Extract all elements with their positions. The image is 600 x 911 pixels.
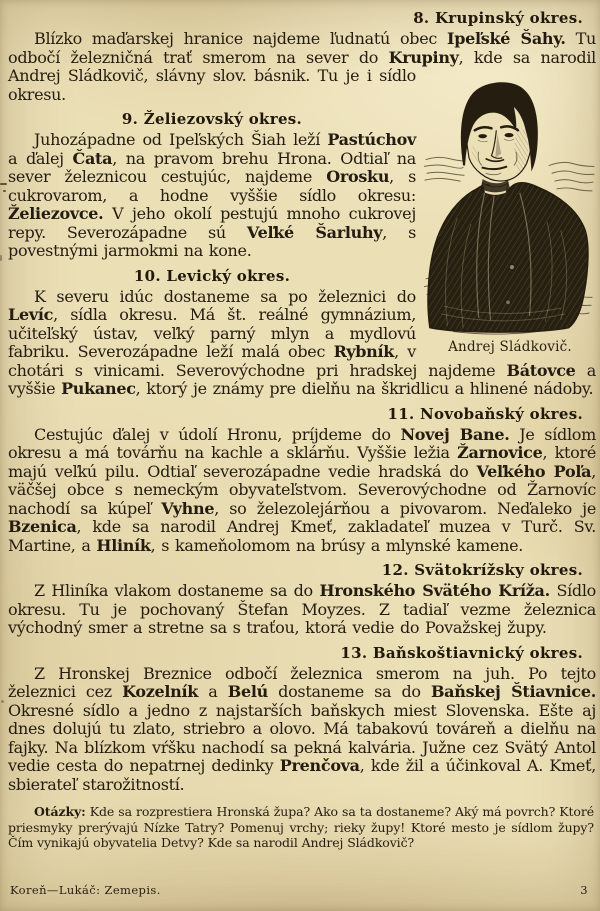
bold-place-name: Krupiny bbox=[388, 47, 459, 67]
paper-speck bbox=[1, 700, 4, 703]
text-run: a ďalej bbox=[8, 148, 73, 168]
bold-place-name: Veľkého Poľa bbox=[476, 461, 592, 481]
bold-place-name: Čata bbox=[72, 148, 113, 168]
bold-place-name: Otázky: bbox=[34, 804, 86, 819]
bold-place-name: Rybník bbox=[333, 342, 395, 361]
text-run: Sídlo okresu. Tu je pochovaný Štefan Moyzes. Z tadiaľ vezme železnica východný smer a stretne sa s traťou, ktorá vedie do Považskej župy. bbox=[8, 581, 597, 637]
portrait-engraving-andrej-sladkovic bbox=[424, 75, 596, 338]
portrait-caption: Andrej Sládkovič. bbox=[448, 339, 572, 355]
text-run: , v chotári s vinicami. Severovýchodne pri hradskej najdeme bbox=[8, 342, 507, 380]
section-heading: 13. Baňskoštiavnický okres. bbox=[340, 643, 583, 662]
bold-place-name: Orosku bbox=[326, 167, 390, 186]
bold-place-name: Hliník bbox=[96, 535, 151, 555]
text-run: a bbox=[198, 682, 228, 701]
text-run: a vyššie bbox=[8, 360, 597, 398]
bold-place-name: Pastúchov bbox=[327, 130, 416, 149]
page-number: 3 bbox=[580, 883, 588, 897]
bold-place-name: Prenčova bbox=[279, 756, 360, 775]
bold-place-name: Ipeľské Šahy. bbox=[447, 29, 566, 48]
paper-speck bbox=[0, 183, 7, 185]
text-run: , väčšej obce s nemeckým obyvateľstvom. Severovýchodne od Žarnovíc nachodí sa kúpeľ bbox=[8, 461, 596, 518]
page-footer bbox=[10, 883, 588, 897]
text-run: Juhozápadne od Ipeľských Šiah leží bbox=[34, 130, 328, 149]
bold-place-name: Bátovce bbox=[506, 360, 576, 380]
text-run: , kde sa narodil Andrej Sládkovič, slávny slov. básnik. Tu je i sídlo okresu. bbox=[8, 47, 596, 104]
bold-place-name: Žarnovice bbox=[457, 443, 543, 462]
section-paragraph bbox=[8, 665, 596, 795]
section-heading: 9. Želiezovský okres. bbox=[121, 110, 303, 128]
text-run: Tu odbočí železničná trať smerom na sever do bbox=[8, 29, 596, 67]
footer-credit: Koreň—Lukáč: Zemepis. bbox=[10, 883, 161, 897]
section-heading: 10. Levický okres. bbox=[133, 266, 291, 285]
text-run: Z Hliníka vlakom dostaneme sa do bbox=[34, 581, 320, 600]
bold-place-name: Želiezovce. bbox=[8, 204, 104, 223]
section-paragraph bbox=[8, 426, 596, 556]
text-run: Z Hronskej Breznice odbočí železnica smerom na juh. Po tejto železnici cez bbox=[8, 663, 596, 701]
bold-place-name: Levíc bbox=[8, 305, 54, 324]
bold-place-name: Belú bbox=[227, 682, 268, 701]
bold-place-name: Veľké Šarluhy bbox=[246, 222, 383, 242]
bold-place-name: Vyhne bbox=[161, 498, 215, 518]
text-run: , kde sa narodil Andrej Kmeť, zakladateľ muzea v Turč. Sv. Martine, a bbox=[8, 517, 596, 555]
bold-place-name: Hronského Svätého Kríža. bbox=[319, 581, 550, 600]
text-run: Blízko maďarskej hranice najdeme ľudnatú obec bbox=[34, 29, 448, 48]
section-paragraph bbox=[8, 582, 596, 638]
paper-speck bbox=[0, 255, 2, 261]
text-run: , ktoré majú veľkú pilu. Odtiaľ severozápadne vedie hradská do bbox=[8, 443, 596, 481]
bold-place-name: Baňskej Štiavnice. bbox=[430, 682, 597, 701]
paper-speck bbox=[3, 190, 6, 192]
bold-place-name: Kozelník bbox=[122, 682, 199, 701]
section-heading: 8. Krupinský okres. bbox=[413, 9, 583, 27]
text-run: , s kameňolomom na brúsy a mlynské kamene. bbox=[150, 535, 524, 555]
section-heading: 12. Svätokrížsky okres. bbox=[381, 561, 583, 579]
bold-place-name: Bzenica bbox=[8, 517, 77, 536]
text-run: , s cukrovarom, a hodne vyššie sídlo okresu: bbox=[8, 167, 416, 205]
text-run: , kde žil a účinkoval A. Kmeť, sbierateľ starožitností. bbox=[8, 756, 596, 794]
text-run: , sídla okresu. Má št. reálné gymnázium, učiteľský ústav, veľký parný mlyn a mydlovú fabriku. Severozápadne leží malá obec bbox=[8, 305, 416, 361]
portrait-figure bbox=[424, 75, 596, 356]
text-run: dostaneme sa do bbox=[267, 682, 431, 701]
text-run: , s povestnými jarmokmi na kone. bbox=[8, 222, 417, 260]
text-run: , ktorý je známy pre dielňu na škridlicu a hlinené nádoby. bbox=[135, 379, 594, 398]
section-heading: 11. Novobaňský okres. bbox=[387, 404, 583, 423]
bold-place-name: Novej Bane. bbox=[400, 424, 510, 444]
text-run: Je sídlom okresu a má továrňu na kachle a sklárňu. Vyššie ležia bbox=[8, 424, 596, 462]
text-run: , so železolejárňou a pivovarom. Neďaleko je bbox=[214, 498, 596, 518]
text-run: Cestujúc ďalej v údolí Hronu, príjdeme do bbox=[34, 424, 401, 444]
text-run: Kde sa rozprestiera Hronská župa? Ako sa ta dostaneme? Aký má povrch? Ktoré priesmyky prerývajú Nízke Tatry? Pomenuj vrchy; rieky župy! Ktoré mesto je sídlom župy? Čím vynikajú obyvatelia Detvy? Kde sa narodil Andrej Sládkovič? bbox=[8, 804, 594, 850]
questions-paragraph bbox=[8, 804, 596, 851]
text-run: V jeho okolí pestujú mnoho cukrovej repy. Severozápadne sú bbox=[8, 204, 416, 242]
bold-place-name: Pukanec bbox=[61, 379, 136, 398]
text-run: Okresné sídlo a jedno z najstarších baňskych miest Slovenska. Ešte aj dnes dolujú tu zlato, striebro a olovo. Má tabakovú továreň a dielňu na fajky. Na blízkom vŕšku nachodí sa pekná kalvária. Južne cez Svätý Antol vedie cesta do nepatrnej dedinky bbox=[8, 700, 596, 775]
text-run: K severu idúc dostaneme sa po železnici do bbox=[34, 286, 416, 306]
text-run: , na pravom brehu Hrona. Odtiaľ na sever železnicou cestujúc, najdeme bbox=[8, 148, 416, 186]
